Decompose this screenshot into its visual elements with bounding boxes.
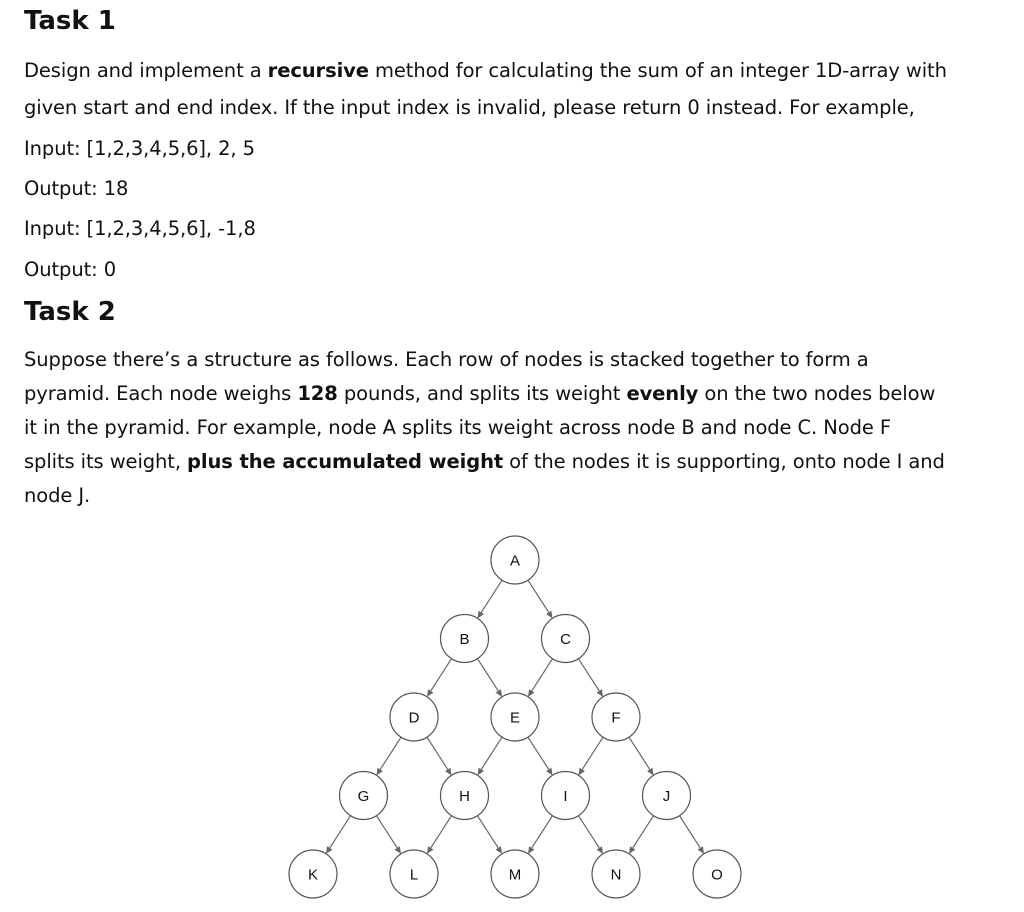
edge-D-G: [376, 737, 401, 775]
bold-text-run: evenly: [626, 382, 699, 405]
node-label: A: [509, 552, 521, 570]
text-run: on the two nodes below: [698, 382, 936, 405]
node-C: [542, 615, 590, 663]
node-label: D: [408, 709, 420, 727]
task1-heading: Task 1: [24, 6, 116, 36]
node-J: [643, 772, 691, 820]
node-label: H: [459, 788, 470, 805]
edge-J-N: [629, 816, 654, 854]
node-label: I: [563, 788, 568, 805]
node-B: [441, 615, 489, 663]
text-run: Input: [1,2,3,4,5,6], 2, 5: [24, 137, 255, 160]
edge-G-L: [376, 816, 401, 854]
text-run: of the nodes it is supporting, onto node I and: [503, 450, 945, 473]
edge-D-H: [427, 737, 452, 775]
edge-F-I: [578, 737, 603, 775]
node-label: G: [357, 788, 370, 805]
node-D: [390, 693, 438, 741]
edge-E-H: [477, 737, 502, 775]
node-label: O: [711, 866, 723, 884]
node-label: E: [509, 709, 521, 727]
edge-H-L: [427, 816, 452, 854]
text-run: pyramid. Each node weighs: [24, 382, 298, 405]
text-run: Design and implement a: [24, 59, 268, 82]
node-I: [542, 772, 590, 820]
edge-C-F: [578, 659, 603, 697]
bold-text-run: plus the accumulated weight: [187, 450, 504, 473]
text-run: Output: 0: [24, 258, 117, 281]
text-run: given start and end index. If the input index is invalid, please return 0 instead. For example,: [24, 96, 915, 119]
edge-B-E: [477, 659, 502, 697]
node-O: [693, 850, 741, 898]
edge-J-O: [679, 816, 704, 854]
task2-heading: Task 2: [24, 297, 116, 327]
node-K: [289, 850, 337, 898]
node-E: [491, 693, 539, 741]
node-label: B: [459, 631, 470, 648]
node-label: C: [560, 631, 571, 648]
edge-I-N: [578, 816, 603, 854]
edge-I-M: [528, 816, 553, 854]
text-run: Output: 18: [24, 177, 129, 200]
text-run: it in the pyramid. For example, node A splits its weight across node B and node C. Node F: [24, 416, 891, 439]
text-run: Suppose there’s a structure as follows. Each row of nodes is stacked together to form a: [24, 348, 869, 371]
node-G: [340, 772, 388, 820]
edge-A-B: [477, 580, 502, 618]
node-N: [592, 850, 640, 898]
node-label: F: [611, 709, 621, 727]
node-label: M: [508, 866, 522, 884]
edge-F-J: [629, 737, 654, 775]
node-A: [491, 536, 539, 584]
edge-G-K: [326, 816, 351, 854]
edge-C-E: [528, 659, 553, 697]
node-label: J: [662, 788, 671, 805]
node-label: N: [610, 866, 622, 884]
edge-H-M: [477, 816, 502, 854]
text-run: node J.: [24, 484, 91, 507]
node-label: L: [409, 866, 419, 884]
edge-E-I: [528, 737, 553, 775]
text-run: pounds, and splits its weight: [337, 382, 627, 405]
node-M: [491, 850, 539, 898]
node-F: [592, 693, 640, 741]
text-run: Input: [1,2,3,4,5,6], -1,8: [24, 217, 256, 240]
bold-text-run: recursive: [267, 59, 369, 82]
node-H: [441, 772, 489, 820]
node-label: K: [307, 866, 319, 884]
text-run: splits its weight,: [24, 450, 188, 473]
edge-B-D: [427, 659, 452, 697]
bold-text-run: 128: [297, 382, 338, 405]
text-run: method for calculating the sum of an integer 1D-array with: [368, 59, 947, 82]
node-L: [390, 850, 438, 898]
edge-A-C: [528, 580, 553, 618]
